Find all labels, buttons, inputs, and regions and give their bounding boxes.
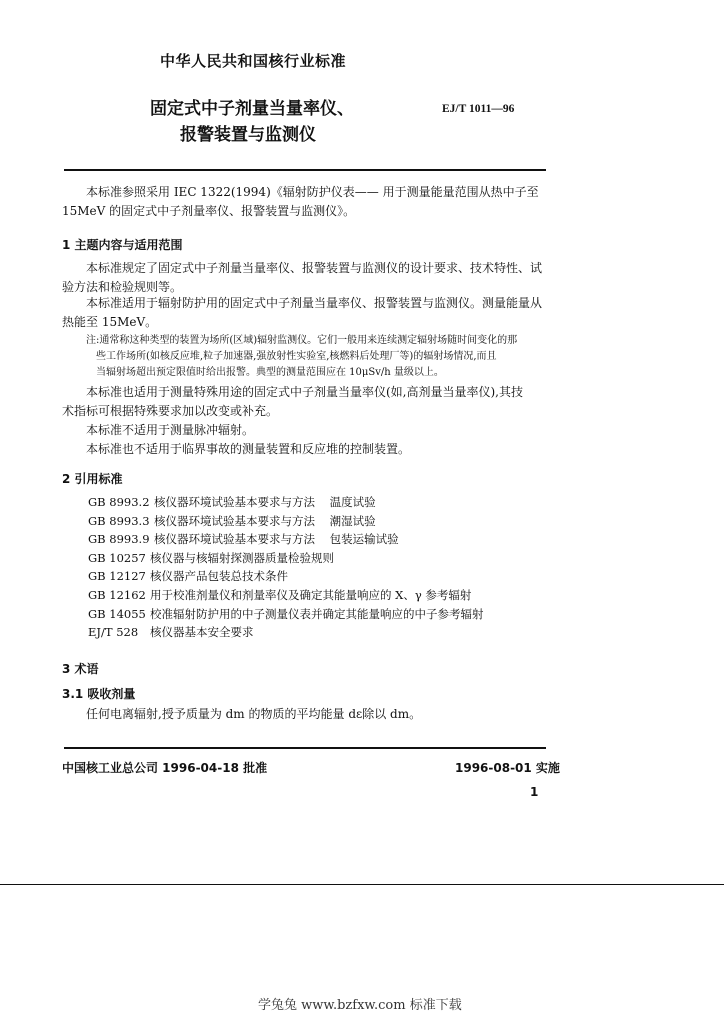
s1-p1-line-1: 本标准规定了固定式中子剂量当量率仪、报警装置与监测仪的设计要求、技术特性、试: [86, 261, 543, 275]
reference-item: [88, 531, 399, 547]
section-1-paragraph-2: [62, 294, 562, 332]
s1-p3-line-2: 术指标可根据特殊要求加以改变或补充。: [62, 404, 279, 418]
note-line-2: 些工作场所(如核反应堆,粒子加速器,强放射性实验室,核燃料后处理厂等)的辐射场情况,而且: [96, 351, 497, 362]
section-1-note: [86, 333, 517, 381]
reference-code: GB 14055: [88, 606, 146, 621]
reference-title: 核仪器产品包装总技术条件: [150, 569, 288, 584]
reference-code: GB 12127: [88, 569, 146, 584]
reference-title: 核仪器基本安全要求: [150, 625, 254, 640]
section-3-1-heading: 3.1 吸收剂量: [62, 687, 136, 701]
reference-title: 核仪器环境试验基本要求与方法 温度试验: [154, 495, 376, 509]
page-bottom-rule: [0, 884, 724, 885]
reference-title: 校准辐射防护用的中子测量仪表并确定其能量响应的中子参考辐射: [150, 606, 484, 621]
s1-p4-line: 本标准不适用于测量脉冲辐射。: [86, 423, 255, 437]
header-rule: [64, 169, 546, 171]
reference-code: GB 8993.3: [88, 513, 150, 528]
reference-code: EJ/T 528: [88, 625, 139, 640]
reference-title: 核仪器与核辐射探测器质量检验规则: [150, 550, 334, 565]
reference-item: [88, 606, 484, 622]
reference-code: GB 10257: [88, 550, 146, 565]
section-2-heading: 2 引用标准: [62, 472, 123, 486]
note-line-1: 注:通常称这种类型的装置为场所(区域)辐射监测仪。它们一般用来连续测定辐射场随时间变化的那: [86, 335, 518, 346]
document-title-line2: 报警装置与监测仪: [180, 125, 316, 145]
reference-title: 核仪器环境试验基本要求与方法 潮湿试验: [154, 513, 376, 528]
reference-item: [88, 624, 254, 640]
section-1-paragraph-3: [62, 383, 562, 421]
watermark-footer: 学兔兔 www.bzfxw.com 标准下载: [258, 998, 462, 1013]
implementation-date: 1996-08-01 实施: [455, 761, 560, 775]
page-number: 1: [530, 785, 539, 799]
note-line-3: 当辐射场超出预定限值时给出报警。典型的测量范围应在 10μSv/h 量级以上。: [96, 367, 444, 378]
section-1-paragraph-1: [62, 259, 562, 297]
intro-line-2: 15MeV 的固定式中子剂量率仪、报警装置与监测仪》。: [62, 204, 356, 218]
publisher-title: 中华人民共和国核行业标准: [160, 52, 347, 70]
reference-item: [88, 587, 471, 603]
reference-title: 核仪器环境试验基本要求与方法 包装运输试验: [154, 532, 399, 547]
reference-item: [88, 494, 376, 510]
s1-p1-line-2: 验方法和检验规则等。: [62, 280, 183, 294]
s1-p5-line: 本标准也不适用于临界事故的测量装置和反应堆的控制装置。: [86, 442, 411, 456]
s1-p2-line-2: 热能至 15MeV。: [62, 315, 158, 329]
document-title-line1: 固定式中子剂量当量率仪、: [150, 99, 354, 119]
section-1-paragraph-4: [62, 421, 562, 440]
reference-item: [88, 568, 288, 584]
absorbed-dose-definition: 任何电离辐射,授予质量为 dm 的物质的平均能量 dε除以 dm。: [86, 707, 422, 721]
standard-number: EJ/T 1011—96: [442, 103, 515, 115]
s1-p3-line-1: 本标准也适用于测量特殊用途的固定式中子剂量当量率仪(如,高剂量当量率仪),其技: [86, 385, 523, 399]
reference-code: GB 12162: [88, 588, 146, 602]
footer-rule: [64, 747, 546, 749]
reference-code: GB 8993.2: [88, 495, 150, 509]
approval-line: 中国核工业总公司 1996-04-18 批准: [62, 761, 268, 775]
section-3-heading: 3 术语: [62, 662, 99, 676]
s1-p2-line-1: 本标准适用于辐射防护用的固定式中子剂量当量率仪、报警装置与监测仪。测量能量从: [86, 296, 543, 310]
intro-paragraph: [62, 183, 562, 221]
reference-code: GB 8993.9: [88, 532, 150, 547]
reference-title: 用于校准剂量仪和剂量率仪及确定其能量响应的 X、γ 参考辐射: [150, 588, 472, 602]
section-1-paragraph-5: [62, 440, 562, 459]
section-1-heading: 1 主题内容与适用范围: [62, 238, 183, 252]
intro-line-1: 本标准参照采用 IEC 1322(1994)《辐射防护仪表—— 用于测量能量范围从热中子至: [86, 185, 539, 199]
reference-item: [88, 550, 334, 566]
reference-item: [88, 513, 376, 529]
